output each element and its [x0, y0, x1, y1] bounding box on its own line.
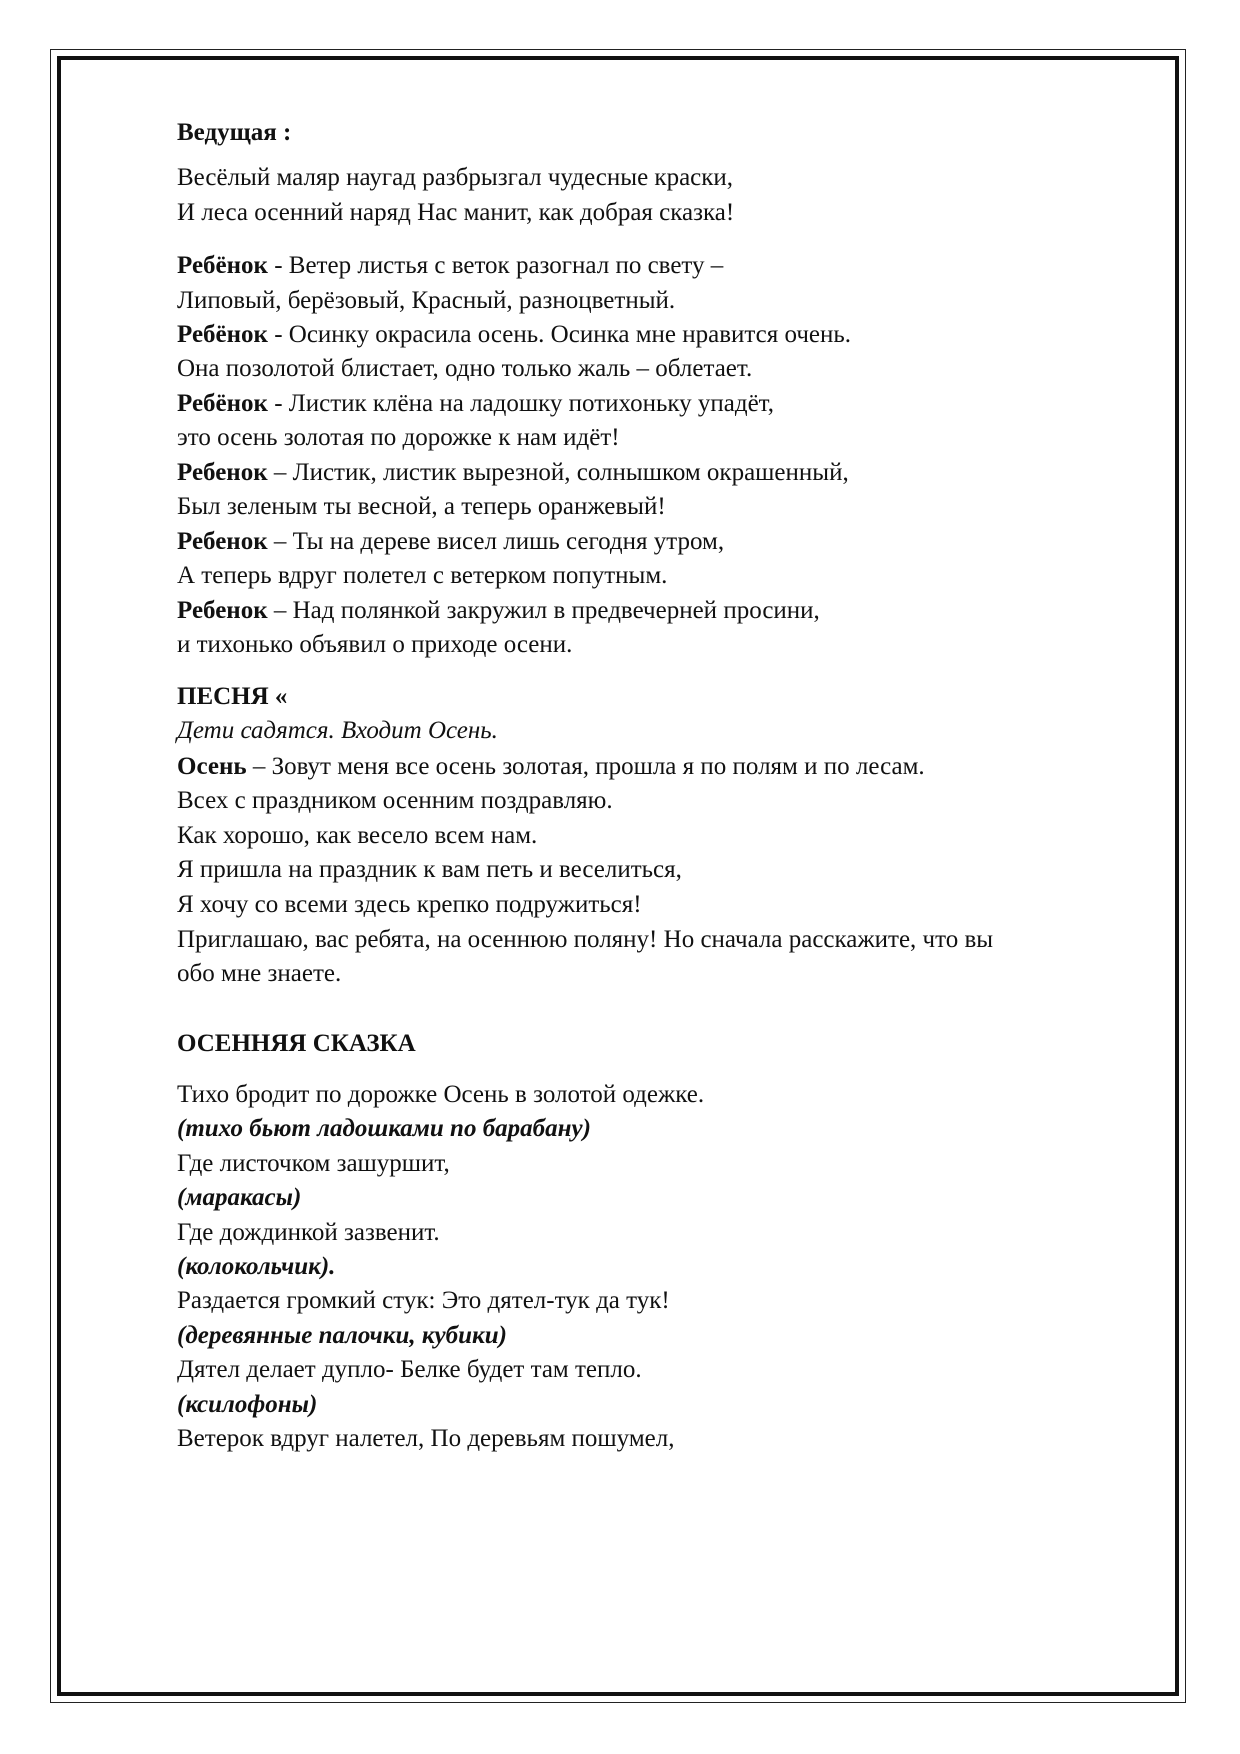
text-segment: И леса осенний наряд Нас манит, как добрая сказка! [177, 199, 735, 226]
text-line [177, 630, 572, 660]
text-segment: Раздается громкий стук: Это дятел-тук да тук! [177, 1287, 670, 1314]
bold-text: Ребёнок [177, 321, 268, 348]
text-line [177, 786, 613, 816]
text-line [177, 855, 682, 885]
text-segment: – Над полянкой закружил в предвечерней просини, [267, 597, 820, 624]
text-segment: - Листик клёна на ладошку потихоньку упадёт, [267, 390, 774, 417]
text-segment: Липовый, берёзовый, Красный, разноцветный. [177, 287, 676, 314]
text-segment: Она позолотой блистает, одно только жаль – облетает. [177, 355, 753, 382]
text-line [177, 198, 734, 228]
text-line [177, 320, 851, 350]
text-segment: Где дождинкой зазвенит. [177, 1219, 440, 1246]
text-line [177, 821, 537, 851]
text-segment: Я пришла на праздник к вам петь и веселиться, [177, 856, 682, 883]
bold-text: Ведущая : [177, 119, 292, 146]
italic-text: (ксилофоны) [177, 1391, 318, 1418]
text-segment: Был зеленым ты весной, а теперь оранжевый! [177, 493, 666, 520]
bold-text: Ребёнок [177, 390, 268, 417]
bold-text: Ребенок [177, 528, 268, 555]
italic-text: Дети садятся. Входит Осень. [177, 717, 498, 744]
text-line [177, 354, 752, 384]
text-segment: Приглашаю, вас ребята, на осеннюю поляну! Но сначала расскажите, что вы [177, 926, 994, 953]
italic-text: (тихо бьют ладошками по барабану) [177, 1115, 591, 1142]
text-line [177, 1218, 440, 1248]
text-line [177, 752, 925, 782]
text-line [177, 1424, 674, 1454]
bold-text: Осень [177, 753, 247, 780]
text-segment: и тихонько объявил о приходе осени. [177, 631, 573, 658]
bold-text: Ребенок [177, 597, 268, 624]
text-segment: Дятел делает дупло- Белке будет там тепло. [177, 1356, 642, 1383]
text-segment: – Листик, листик вырезной, солнышком окрашенный, [267, 459, 849, 486]
text-line [177, 716, 498, 746]
text-line [177, 1183, 301, 1213]
text-segment: Как хорошо, как весело всем нам. [177, 822, 538, 849]
text-line [177, 286, 675, 316]
text-line [177, 1286, 670, 1316]
text-line [177, 423, 620, 453]
text-line [177, 561, 667, 591]
text-line [177, 527, 724, 557]
italic-text: (маракасы) [177, 1184, 302, 1211]
text-line [177, 925, 993, 955]
italic-text: (деревянные палочки, кубики) [177, 1322, 507, 1349]
text-line [177, 959, 341, 989]
text-segment: Весёлый маляр наугад разбрызгал чудесные краски, [177, 164, 734, 191]
text-segment: - Ветер листья с веток разогнал по свету – [267, 252, 724, 279]
text-line [177, 1355, 642, 1385]
text-line [177, 492, 666, 522]
text-line [177, 682, 287, 712]
italic-text: (колокольчик). [177, 1253, 336, 1280]
text-segment: обо мне знаете. [177, 960, 342, 987]
text-line [177, 1114, 591, 1144]
text-segment: Ветерок вдруг налетел, По деревьям пошумел, [177, 1425, 675, 1452]
text-line [177, 251, 723, 281]
bold-text: ОСЕННЯЯ СКАЗКА [177, 1030, 416, 1057]
text-segment: Тихо бродит по дорожке Осень в золотой одежке. [177, 1081, 705, 1108]
text-segment: Я хочу со всеми здесь крепко подружиться! [177, 891, 642, 918]
text-line [177, 596, 820, 626]
text-line [177, 1321, 507, 1351]
text-line [177, 389, 774, 419]
text-line [177, 1149, 450, 1179]
text-segment: - Осинку окрасила осень. Осинка мне нравится очень. [267, 321, 852, 348]
text-line [177, 118, 291, 148]
text-segment: Всех с праздником осенним поздравляю. [177, 787, 613, 814]
bold-text: ПЕСНЯ « [177, 683, 288, 710]
text-line [177, 1390, 317, 1420]
text-segment: – Зовут меня все осень золотая, прошла я по полям и по лесам. [246, 753, 925, 780]
text-line [177, 1252, 335, 1282]
text-line [177, 1029, 416, 1059]
text-segment: А теперь вдруг полетел с ветерком попутным. [177, 562, 668, 589]
text-line [177, 163, 733, 193]
text-segment: это осень золотая по дорожке к нам идёт! [177, 424, 620, 451]
bold-text: Ребёнок [177, 252, 268, 279]
text-segment: Где листочком зашуршит, [177, 1150, 450, 1177]
text-line [177, 458, 849, 488]
text-segment: – Ты на дереве висел лишь сегодня утром, [267, 528, 725, 555]
bold-text: Ребенок [177, 459, 268, 486]
text-line [177, 890, 642, 920]
text-line [177, 1080, 704, 1110]
